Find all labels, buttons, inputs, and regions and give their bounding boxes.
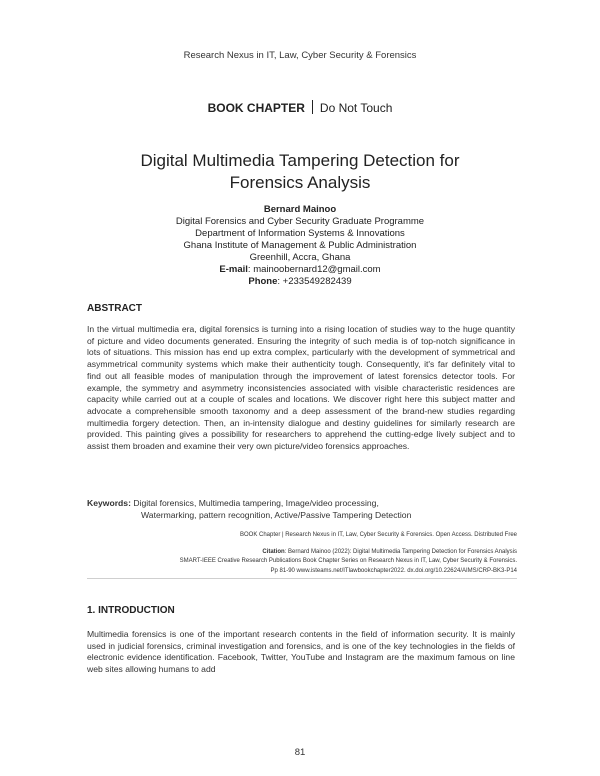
email-label: E-mail: [219, 264, 248, 275]
citation-line3[interactable]: Pp 81-90 www.isteams.net/ITlawbookchapter2022. dx.doi.org/10.22624/AIMS/CRP-BK3-P14: [270, 567, 517, 574]
author-email-line: E-mail: mainoobernard12@gmail.com: [219, 264, 381, 275]
citation-text: : Bernard Mainoo (2022): Digital Multimedia Tampering Detection for Forensics Analysis: [284, 548, 517, 555]
running-head: Research Nexus in IT, Law, Cyber Security & Forensics: [183, 50, 417, 61]
phone-label: Phone: [248, 276, 278, 287]
keywords-label: Keywords:: [87, 498, 131, 508]
page-number: 81: [294, 747, 306, 758]
introduction-body: Multimedia forensics is one of the important research contents in the field of information security. It is mainly used in judicial forensics, criminal investigation and forensics, and is one of the key technologies in the fields of electronic evidence identification. Facebook, Twitter, YouTube and Instagram are the maximum famous on line web sites allowing humans to add: [87, 629, 515, 675]
author-phone-line: Phone: +233549282439: [248, 276, 352, 287]
abstract-heading: ABSTRACT: [87, 303, 142, 314]
author-block: [0, 204, 600, 288]
citation-label: Citation: [262, 548, 285, 555]
abstract-body: In the virtual multimedia era, digital forensics is turning into a rising location of studies way to the huge quantity of picture and video documents generated. Ensuring the integrity of such media is of top-notch significance in lots of situations. This mission has end up extra complex, particularly with the development of symmetrical and asymmetrical community systems which make their authenticity tough. Consequently, it's far definitely vital to find out all feasible modes of manipulation through the improvement of latest forensics detector tools. For example, the symmetry and asymmetry inconsistencies associated with visible characteristic residences are capacity while carried out at a couple of scales and locations. We discover right here this subject matter and advocate a comprehensible smooth taxonomy and a deep assessment of the brand-new studies regarding multimedia forgery detection. Then, an in-intensity dialogue and destiny guidelines for similarly research are provided. This painting gives a possibility for researchers to apprehend the cutting-edge lively subject and to assist them broaden and examine their very own picture/video forensics approaches.: [87, 324, 515, 452]
keywords-block: [87, 497, 517, 521]
section-divider: [87, 578, 517, 579]
author-name: Bernard Mainoo: [263, 204, 337, 215]
author-affiliation-programme: Digital Forensics and Cyber Security Graduate Programme: [175, 216, 425, 227]
author-phone: +233549282439: [282, 276, 352, 287]
chapter-separator: [312, 100, 313, 114]
series-line: BOOK Chapter | Research Nexus in IT, Law, Cyber Security & Forensics. Open Access. Distributed Free: [239, 532, 517, 538]
chapter-label-line: [0, 100, 600, 115]
citation-line1: [87, 548, 517, 558]
paper-title: [0, 150, 600, 194]
keywords-line2: Watermarking, pattern recognition, Active/Passive Tampering Detection: [141, 510, 412, 520]
keywords-line1: Digital forensics, Multimedia tampering, Image/video processing,: [133, 498, 379, 508]
author-affiliation-department: Department of Information Systems & Innovations: [195, 228, 405, 239]
author-email[interactable]: mainoobernard12@gmail.com: [253, 264, 381, 275]
paper-title-line1: Digital Multimedia Tampering Detection for: [140, 151, 460, 170]
chapter-label: BOOK CHAPTER: [207, 101, 305, 115]
author-location: Greenhill, Accra, Ghana: [249, 252, 351, 263]
chapter-note: Do Not Touch: [319, 101, 393, 115]
paper-title-line2: Forensics Analysis: [229, 173, 371, 192]
introduction-heading: 1. INTRODUCTION: [87, 605, 175, 616]
citation-line2: SMART-IEEE Creative Research Publications Book Chapter Series on Research Nexus in IT, Law, Cyber Security & Forensics.: [179, 558, 517, 564]
publication-meta: [87, 531, 517, 576]
author-affiliation-institute: Ghana Institute of Management & Public Administration: [183, 240, 417, 251]
